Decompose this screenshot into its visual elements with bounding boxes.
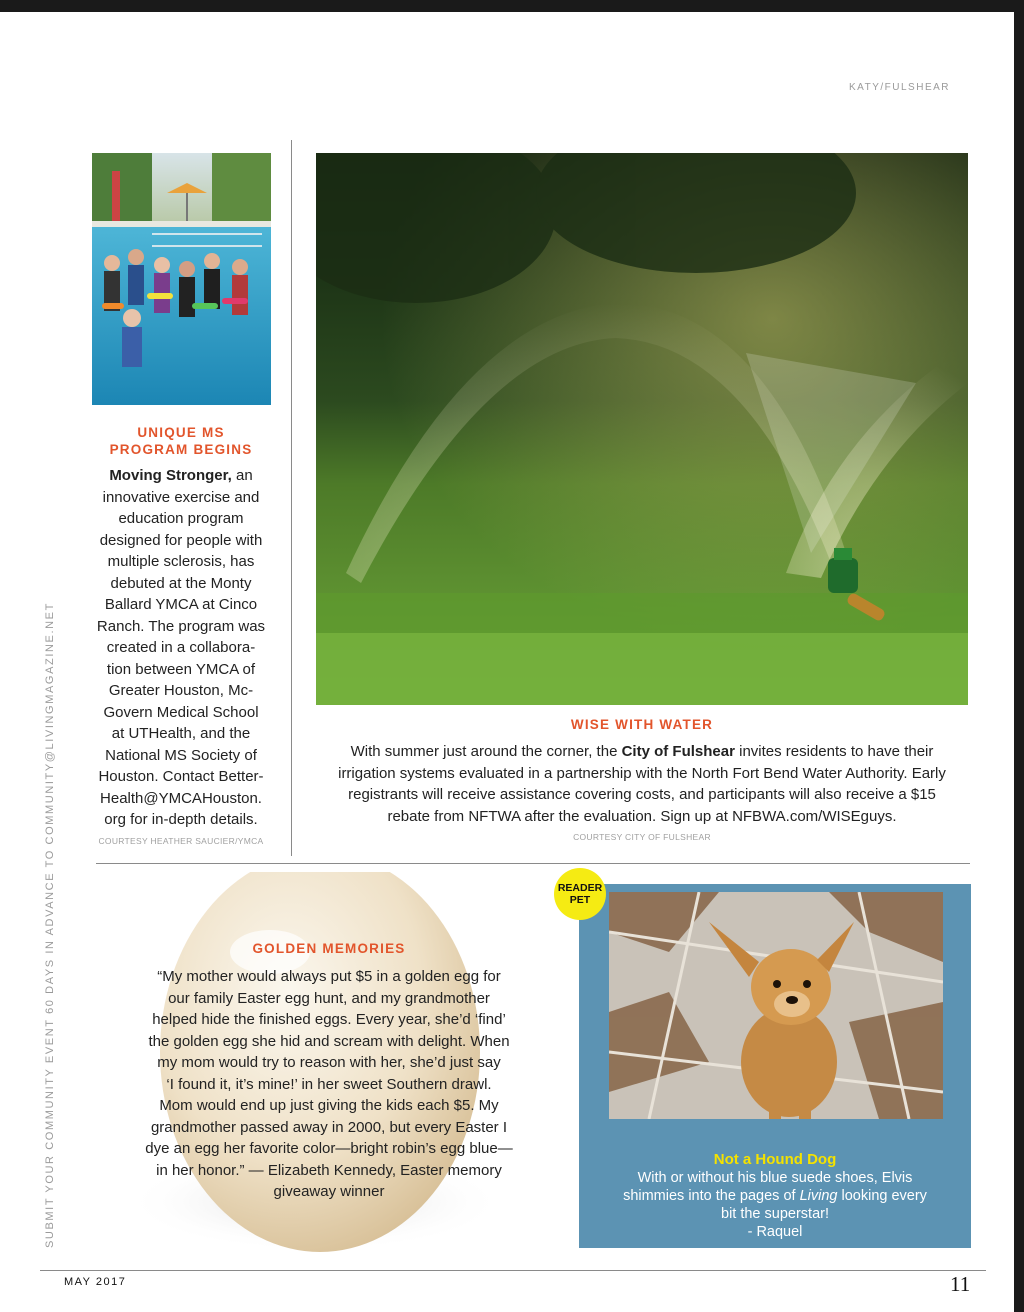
pet-line: looking every (837, 1188, 927, 1204)
golden-line: our family Easter egg hunt, and my grandmother (168, 989, 490, 1007)
water-line: irrigation systems evaluated in a partnership with the North Fort Bend Water Authority. Early (338, 764, 946, 782)
water-line: registrants will receive assistance covering costs, and participants will also receive a $15 (348, 786, 936, 803)
ms-lead-bold: Moving Stronger, (109, 467, 232, 484)
magazine-page (0, 12, 1014, 1312)
golden-line: helped hide the finished eggs. Every year, she’d ‘find’ (152, 1011, 506, 1028)
ms-body (86, 465, 276, 831)
submission-note-vertical: SUBMIT YOUR COMMUNITY EVENT 60 DAYS IN ADVANCE TO COMMUNITY@LIVINGMAGAZINE.NET (44, 602, 56, 1248)
golden-line: giveaway winner (273, 1183, 385, 1200)
golden-line: the golden egg she hid and scream with delight. When (148, 1032, 510, 1050)
dog-photo (609, 892, 943, 1119)
ms-story (86, 424, 276, 846)
ms-line: innovative exercise and (102, 488, 260, 506)
water-line: With summer just around the corner, the (350, 743, 622, 760)
ms-headline-line2: PROGRAM BEGINS (109, 442, 253, 457)
ms-line: education program (118, 510, 244, 527)
ms-line: tion between YMCA of (106, 660, 256, 678)
column-divider (291, 140, 292, 856)
ms-line: Ranch. The program was (96, 617, 266, 635)
ms-line: multiple sclerosis, has (107, 553, 255, 570)
golden-story (130, 940, 528, 1203)
ms-line: Houston. Contact Better- (98, 768, 264, 785)
golden-line: “My mother would always put $5 in a golden egg for (157, 968, 501, 985)
ms-photo-credit: COURTESY HEATHER SAUCIER/YMCA (98, 835, 264, 846)
golden-body (130, 966, 528, 1203)
pet-title: Not a Hound Dog (713, 1151, 837, 1168)
living-italic: Living (799, 1188, 838, 1204)
water-line: invites residents to have their (734, 743, 934, 760)
badge-line1: READER (557, 882, 603, 894)
water-headline: WISE WITH WATER (570, 717, 714, 732)
golden-line: my mom would try to reason with her, she’d just say (157, 1054, 501, 1071)
golden-line: ‘I found it, it’s mine!’ in her sweet Southern drawl. (166, 1075, 492, 1093)
water-story (316, 716, 968, 842)
ms-line: created in a collabora- (106, 639, 256, 656)
reader-pet-badge (554, 868, 606, 920)
golden-headline: GOLDEN MEMORIES (252, 941, 406, 956)
pet-line: With or without his blue suede shoes, Elvis (637, 1170, 913, 1186)
section-divider (96, 863, 970, 864)
badge-line2: PET (569, 894, 591, 906)
water-body (316, 741, 968, 827)
reader-pet-box (579, 884, 971, 1248)
city-of-fulshear-bold: City of Fulshear (621, 743, 735, 760)
ms-line: at UTHealth, and the (111, 725, 251, 742)
ms-line: Ballard YMCA at Cinco (104, 596, 258, 613)
ms-line: National MS Society of (105, 746, 257, 764)
ms-line: org for in-depth details. (104, 811, 258, 828)
golden-line: dye an egg her favorite color—bright robin’s egg blue— (145, 1140, 513, 1157)
ms-headline (86, 424, 276, 458)
section-label: KATY/FULSHEAR (849, 82, 950, 93)
issue-date: MAY 2017 (64, 1276, 127, 1288)
water-line: rebate from NFTWA after the evaluation. Sign up at NFBWA.com/WISEguys. (387, 807, 897, 825)
ms-line: Govern Medical School (103, 703, 259, 721)
ms-line: designed for people with (99, 531, 263, 549)
pet-line: bit the superstar! (721, 1206, 829, 1222)
pet-body (589, 1169, 961, 1241)
sprinkler-photo (316, 153, 968, 705)
pet-line: shimmies into the pages of (623, 1188, 800, 1204)
pool-photo (92, 153, 271, 405)
ms-line: debuted at the Monty (110, 574, 252, 592)
page-number: 11 (950, 1272, 971, 1296)
ms-line: an (236, 467, 253, 484)
ms-line: Health@YMCAHouston. (100, 789, 262, 807)
water-photo-credit: COURTESY CITY OF FULSHEAR (573, 832, 711, 842)
pet-caption (589, 1150, 961, 1241)
ms-headline-line1: UNIQUE MS (137, 425, 225, 440)
ms-line: Greater Houston, Mc- (108, 682, 254, 699)
golden-line: Mom would end up just giving the kids each $5. My (159, 1097, 499, 1114)
pet-signature: - Raquel (747, 1224, 803, 1240)
golden-line: grandmother passed away in 2000, but every Easter I (150, 1118, 508, 1136)
golden-line: in her honor.” — Elizabeth Kennedy, Easter memory (156, 1161, 502, 1179)
footer-divider (40, 1270, 986, 1271)
